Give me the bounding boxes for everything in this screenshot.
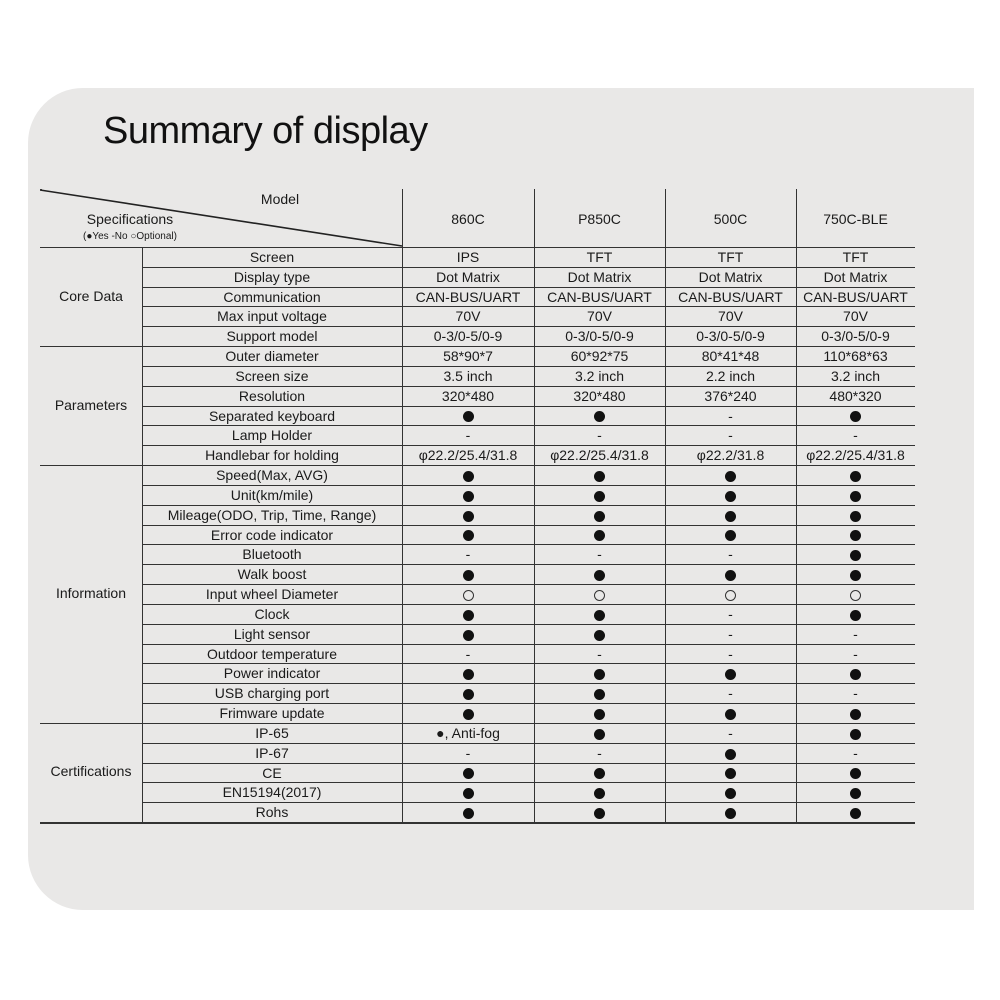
spec-value: - <box>853 625 858 642</box>
spec-label-ce: CE <box>262 764 282 781</box>
spec-value <box>534 525 665 545</box>
spec-value <box>402 782 534 802</box>
spec-value: Dot Matrix <box>698 268 763 285</box>
spec-value: 3.2 inch <box>830 367 881 384</box>
spec-value: 376*240 <box>704 387 757 404</box>
yes-dot-icon <box>850 570 861 581</box>
spec-value <box>402 683 534 703</box>
spec-value: CAN-BUS/UART <box>803 288 908 305</box>
spec-label-screen-size: Screen size <box>235 367 309 384</box>
spec-value: TFT <box>586 249 613 265</box>
yes-dot-icon <box>463 570 474 581</box>
yes-dot-icon <box>850 411 861 422</box>
yes-dot-icon <box>463 689 474 700</box>
yes-dot-icon <box>594 689 605 700</box>
group-label-parameters: Parameters <box>54 396 128 413</box>
yes-dot-icon <box>463 491 474 502</box>
spec-label-handlebar-for-holding: Handlebar for holding <box>205 447 339 464</box>
spec-value <box>796 406 915 426</box>
spec-value <box>665 802 796 822</box>
yes-dot-icon <box>594 729 605 740</box>
model-header-500c: 500C <box>713 211 748 227</box>
spec-value: 2.2 inch <box>705 367 756 384</box>
spec-value: 320*480 <box>441 387 495 404</box>
yes-dot-icon <box>594 471 605 482</box>
model-header-p850c: P850C <box>578 211 621 227</box>
spec-value <box>665 564 796 584</box>
spec-value <box>402 505 534 525</box>
yes-dot-icon <box>850 669 861 680</box>
spec-label-light-sensor: Light sensor <box>233 625 311 642</box>
spec-value: 3.2 inch <box>574 367 625 384</box>
spec-value <box>534 584 665 604</box>
spec-value: 3.5 inch <box>443 367 493 384</box>
spec-value <box>402 663 534 683</box>
spec-label-separated-keyboard: Separated keyboard <box>208 407 336 424</box>
spec-value <box>665 782 796 802</box>
model-header-750c-ble: 750C-BLE <box>823 211 888 227</box>
spec-value: ●, Anti-fog <box>436 724 500 741</box>
spec-value <box>665 465 796 485</box>
spec-value <box>534 703 665 723</box>
yes-dot-icon <box>725 570 736 581</box>
spec-value <box>534 802 665 822</box>
spec-value: Dot Matrix <box>436 268 500 285</box>
spec-label-error-code-indicator: Error code indicator <box>210 526 334 543</box>
spec-label-mileage-odo-trip-time-range: Mileage(ODO, Trip, Time, Range) <box>167 506 377 523</box>
spec-value <box>534 723 665 743</box>
spec-value: TFT <box>717 249 744 265</box>
spec-value: - <box>728 685 733 702</box>
yes-dot-icon <box>850 788 861 799</box>
spec-value <box>665 505 796 525</box>
yes-dot-icon <box>850 768 861 779</box>
yes-dot-icon <box>594 570 605 581</box>
yes-dot-icon <box>594 491 605 502</box>
spec-value: φ22.2/31.8 <box>696 447 765 464</box>
yes-dot-icon <box>850 530 861 541</box>
spec-value <box>796 525 915 545</box>
spec-value: - <box>465 744 471 761</box>
yes-dot-icon <box>725 808 736 819</box>
yes-dot-icon <box>463 411 474 422</box>
spec-value: 80*41*48 <box>701 348 760 365</box>
yes-dot-icon <box>725 511 736 522</box>
spec-value <box>534 604 665 624</box>
spec-value <box>796 782 915 802</box>
yes-dot-icon <box>463 530 474 541</box>
spec-value <box>402 802 534 822</box>
spec-value: 70V <box>718 308 743 325</box>
spec-label-rohs: Rohs <box>255 804 289 821</box>
spec-value <box>796 763 915 783</box>
label-column-divider <box>142 247 143 822</box>
spec-value: CAN-BUS/UART <box>415 288 521 305</box>
spec-value <box>402 624 534 644</box>
header-top-tick <box>40 189 42 190</box>
spec-value: - <box>465 546 471 563</box>
yes-dot-icon <box>850 471 861 482</box>
spec-value: - <box>853 744 858 761</box>
spec-value <box>534 485 665 505</box>
spec-label-ip-67: IP-67 <box>255 744 289 761</box>
spec-value: - <box>597 427 602 444</box>
group-label-information: Information <box>55 585 127 602</box>
yes-dot-icon <box>594 630 605 641</box>
spec-value: CAN-BUS/UART <box>678 288 783 305</box>
spec-value: - <box>465 427 471 444</box>
table-bottom-line <box>40 822 915 824</box>
spec-value: - <box>853 645 858 662</box>
spec-value: 480*320 <box>829 387 882 404</box>
spec-value <box>402 485 534 505</box>
yes-dot-icon <box>463 610 474 621</box>
yes-dot-icon <box>850 729 861 740</box>
yes-dot-icon <box>850 709 861 720</box>
spec-value <box>402 584 534 604</box>
spec-value: TFT <box>842 249 869 265</box>
yes-dot-icon <box>594 788 605 799</box>
spec-value <box>796 723 915 743</box>
spec-value <box>796 584 915 604</box>
yes-dot-icon <box>463 768 474 779</box>
yes-dot-icon <box>725 471 736 482</box>
spec-value <box>796 564 915 584</box>
spec-label-ip-65: IP-65 <box>255 724 289 741</box>
spec-value: 320*480 <box>573 387 626 404</box>
spec-value: - <box>728 407 733 424</box>
spec-value <box>665 763 796 783</box>
spec-value: 0-3/0-5/0-9 <box>821 328 890 345</box>
spec-label-unit-km-mile: Unit(km/mile) <box>230 486 314 503</box>
yes-dot-icon <box>594 411 605 422</box>
spec-value: 70V <box>455 308 481 325</box>
spec-value: 110*68*63 <box>823 348 888 365</box>
optional-circle-icon <box>725 590 736 601</box>
spec-label-frimware-update: Frimware update <box>219 705 325 722</box>
yes-dot-icon <box>463 471 474 482</box>
yes-dot-icon <box>463 669 474 680</box>
yes-dot-icon <box>594 669 605 680</box>
spec-label-outer-diameter: Outer diameter <box>225 348 319 365</box>
yes-dot-icon <box>725 749 736 760</box>
yes-dot-icon <box>850 610 861 621</box>
spec-value <box>796 604 915 624</box>
spec-value <box>534 505 665 525</box>
spec-value: 60*92*75 <box>570 348 629 365</box>
spec-value: Dot Matrix <box>567 268 632 285</box>
yes-dot-icon <box>725 530 736 541</box>
spec-value: 70V <box>843 308 868 325</box>
yes-dot-icon <box>463 709 474 720</box>
spec-value <box>665 743 796 763</box>
yes-dot-icon <box>463 511 474 522</box>
spec-value: CAN-BUS/UART <box>547 288 652 305</box>
spec-value: 0-3/0-5/0-9 <box>696 328 765 345</box>
spec-value: φ22.2/25.4/31.8 <box>550 447 649 464</box>
spec-value: - <box>728 546 733 563</box>
spec-value <box>665 703 796 723</box>
spec-label-resolution: Resolution <box>238 387 306 404</box>
spec-value <box>534 406 665 426</box>
spec-value <box>796 544 915 564</box>
yes-dot-icon <box>725 788 736 799</box>
spec-value: - <box>728 427 733 444</box>
spec-value <box>796 802 915 822</box>
spec-value: 0-3/0-5/0-9 <box>565 328 634 345</box>
spec-label-max-input-voltage: Max input voltage <box>217 308 327 325</box>
yes-dot-icon <box>725 669 736 680</box>
spec-label-clock: Clock <box>254 605 290 622</box>
header-legend: (●Yes -No ○Optional) <box>83 231 177 242</box>
spec-label-display-type: Display type <box>233 268 311 285</box>
yes-dot-icon <box>594 768 605 779</box>
spec-label-support-model: Support model <box>226 328 318 345</box>
spec-value <box>665 525 796 545</box>
spec-value <box>402 763 534 783</box>
header-specifications-label: Specifications <box>86 211 174 227</box>
spec-value <box>796 465 915 485</box>
yes-dot-icon <box>850 491 861 502</box>
spec-label-screen: Screen <box>249 249 295 265</box>
spec-value <box>402 406 534 426</box>
spec-value: - <box>853 685 858 702</box>
spec-value <box>402 703 534 723</box>
spec-value: φ22.2/25.4/31.8 <box>418 447 518 464</box>
spec-label-speed-max-avg: Speed(Max, AVG) <box>216 467 328 484</box>
spec-value: 70V <box>587 308 612 325</box>
yes-dot-icon <box>594 511 605 522</box>
spec-value <box>534 465 665 485</box>
optional-circle-icon <box>594 590 605 601</box>
yes-dot-icon <box>725 768 736 779</box>
spec-value <box>665 485 796 505</box>
spec-label-usb-charging-port: USB charging port <box>214 685 330 702</box>
spec-value <box>402 465 534 485</box>
optional-circle-icon <box>463 590 474 601</box>
spec-label-communication: Communication <box>223 288 321 305</box>
yes-dot-icon <box>594 709 605 720</box>
spec-value <box>534 782 665 802</box>
yes-dot-icon <box>850 808 861 819</box>
spec-value: IPS <box>456 249 480 265</box>
header-model-label: Model <box>260 191 300 207</box>
spec-value <box>534 663 665 683</box>
spec-label-en15194-2017: EN15194(2017) <box>222 784 322 801</box>
optional-circle-icon <box>850 590 861 601</box>
yes-dot-icon <box>594 530 605 541</box>
yes-dot-icon <box>594 808 605 819</box>
spec-value <box>402 525 534 545</box>
yes-dot-icon <box>463 808 474 819</box>
model-header-860c: 860C <box>451 211 485 227</box>
group-label-certifications: Certifications <box>50 763 132 780</box>
spec-value: - <box>853 427 858 444</box>
spec-value <box>534 683 665 703</box>
spec-value <box>796 663 915 683</box>
spec-value <box>796 703 915 723</box>
spec-value: - <box>597 645 602 662</box>
yes-dot-icon <box>850 550 861 561</box>
spec-label-bluetooth: Bluetooth <box>242 546 302 563</box>
spec-value <box>665 663 796 683</box>
yes-dot-icon <box>850 511 861 522</box>
spec-value: φ22.2/25.4/31.8 <box>806 447 905 464</box>
spec-value: - <box>465 645 471 662</box>
spec-value <box>665 584 796 604</box>
spec-label-outdoor-temperature: Outdoor temperature <box>207 645 337 662</box>
spec-value <box>534 624 665 644</box>
yes-dot-icon <box>725 709 736 720</box>
spec-value: - <box>597 744 602 761</box>
spec-value <box>402 564 534 584</box>
spec-label-power-indicator: Power indicator <box>223 665 321 682</box>
spec-value: - <box>728 605 733 622</box>
group-label-core-data: Core Data <box>59 287 123 304</box>
yes-dot-icon <box>725 491 736 502</box>
spec-value <box>796 485 915 505</box>
spec-value: Dot Matrix <box>823 268 888 285</box>
yes-dot-icon <box>594 610 605 621</box>
spec-value <box>402 604 534 624</box>
yes-dot-icon <box>463 788 474 799</box>
spec-value: 58*90*7 <box>443 348 493 365</box>
spec-value <box>534 763 665 783</box>
spec-value <box>534 564 665 584</box>
spec-value: 0-3/0-5/0-9 <box>433 328 503 345</box>
spec-value <box>796 505 915 525</box>
spec-value: - <box>728 724 733 741</box>
spec-value: - <box>728 625 733 642</box>
yes-dot-icon <box>463 630 474 641</box>
spec-label-lamp-holder: Lamp Holder <box>231 427 313 444</box>
page-title: Summary of display <box>103 110 428 152</box>
spec-value: - <box>728 645 733 662</box>
spec-value: - <box>597 546 602 563</box>
spec-label-input-wheel-diameter: Input wheel Diameter <box>205 586 339 603</box>
spec-label-walk-boost: Walk boost <box>237 566 307 583</box>
